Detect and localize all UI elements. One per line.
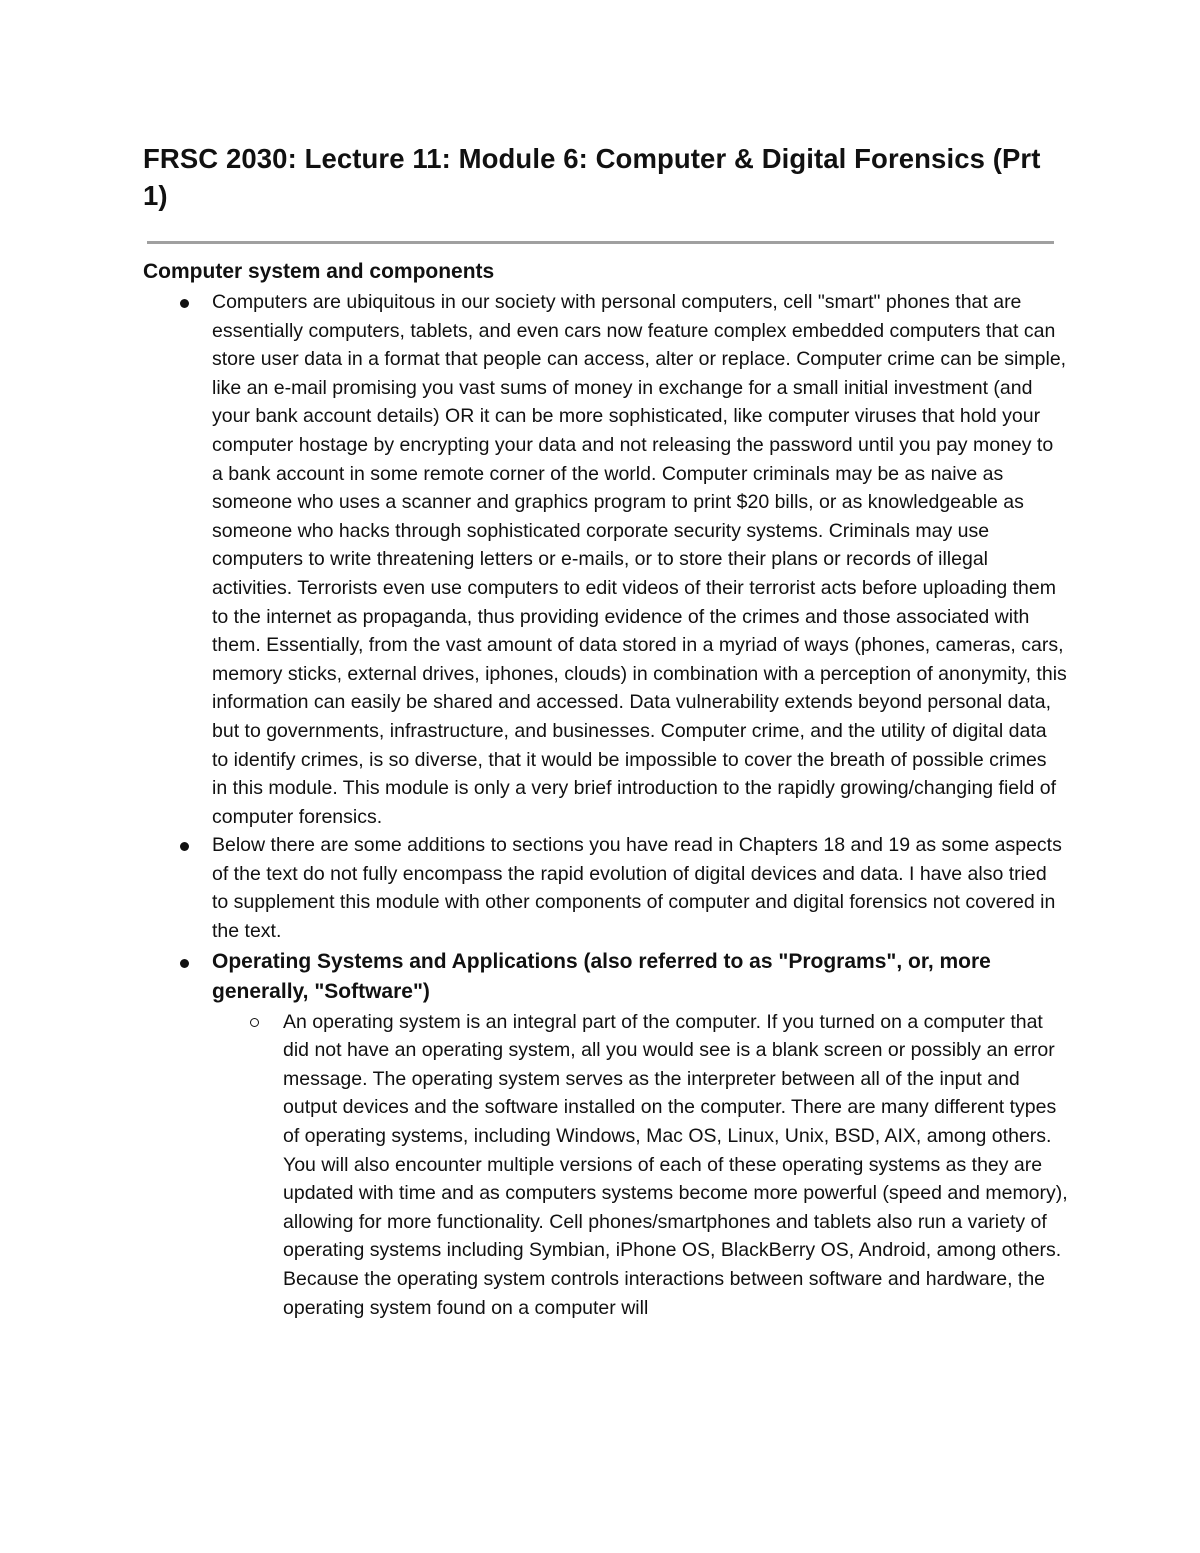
horizontal-divider — [147, 241, 1054, 244]
list-item-text: Below there are some additions to sections you have read in Chapters 18 and 19 as some aspects of the text do not fully encompass the rapid evolution of digital devices and data. I have also tried to supplement this module with other components of computer and digital forensics not covered in the text. — [212, 834, 1062, 943]
bullet-disc-icon — [180, 299, 189, 308]
list-item-text: Operating Systems and Applications (also referred to as "Programs", or, more generally, "Software") — [212, 949, 991, 1003]
bullet-list — [0, 288, 1200, 1322]
section-heading: Computer system and components — [143, 260, 495, 283]
bullet-disc-icon — [180, 842, 189, 851]
sub-list-item — [0, 1008, 1200, 1323]
sub-list-item-text: An operating system is an integral part of the computer. If you turned on a computer that did not have an operating system, all you would see is a blank screen or possibly an error message. The operating system serves as the interpreter between all of the input and output devices and the software installed on the computer. There are many different types of operating systems, including Windows, Mac OS, Linux, Unix, BSD, AIX, among others. You will also encounter multiple versions of each of these operating systems as they are updated with time and as computers systems become more powerful (speed and memory), allowing for more functionality. Cell phones/smartphones and tablets also run a variety of operating systems including Symbian, iPhone OS, BlackBerry OS, Android, among others. Because the operating system controls interactions between software and hardware, the operating system found on a computer will — [283, 1010, 1068, 1319]
bullet-circle-icon — [250, 1018, 259, 1027]
bullet-disc-icon — [180, 959, 189, 968]
list-item-text: Computers are ubiquitous in our society with personal computers, cell "smart" phones that are essentially computers, tablets, and even cars now feature complex embedded computers that can store user data in a format that people can access, alter or replace. Computer crime can be simple, like an e-mail promising you vast sums of money in exchange for a small initial investment (and your bank account details) OR it can be more sophisticated, like computer viruses that hold your computer hostage by encrypting your data and not releasing the password until you pay money to a bank account in some remote corner of the world. Computer criminals may be as naive as someone who uses a scanner and graphics program to print $20 bills, or as knowledgeable as someone who hacks through sophisticated corporate security systems. Criminals may use computers to write threatening letters or e-mails, or to store their plans or records of illegal activities. Terrorists even use computers to edit videos of their terrorist acts before uploading them to the internet as propaganda, thus providing evidence of the crimes and those associated with them. Essentially, from the vast amount of data stored in a myriad of ways (phones, cameras, cars, memory sticks, external drives, iphones, clouds) in combination with a perception of anonymity, this information can easily be shared and accessed. Data vulnerability extends beyond personal data, but to governments, infrastructure, and businesses. Computer crime, and the utility of digital data to identify crimes, is so diverse, that it would be impossible to cover the breath of possible crimes in this module. This module is only a very brief introduction to the rapidly growing/changing field of computer forensics. — [212, 291, 1067, 828]
list-item — [0, 831, 1200, 945]
list-item-subheading — [0, 947, 1200, 1007]
list-item — [0, 288, 1200, 831]
document-title: FRSC 2030: Lecture 11: Module 6: Computer & Digital Forensics (Prt 1) — [143, 143, 1041, 211]
